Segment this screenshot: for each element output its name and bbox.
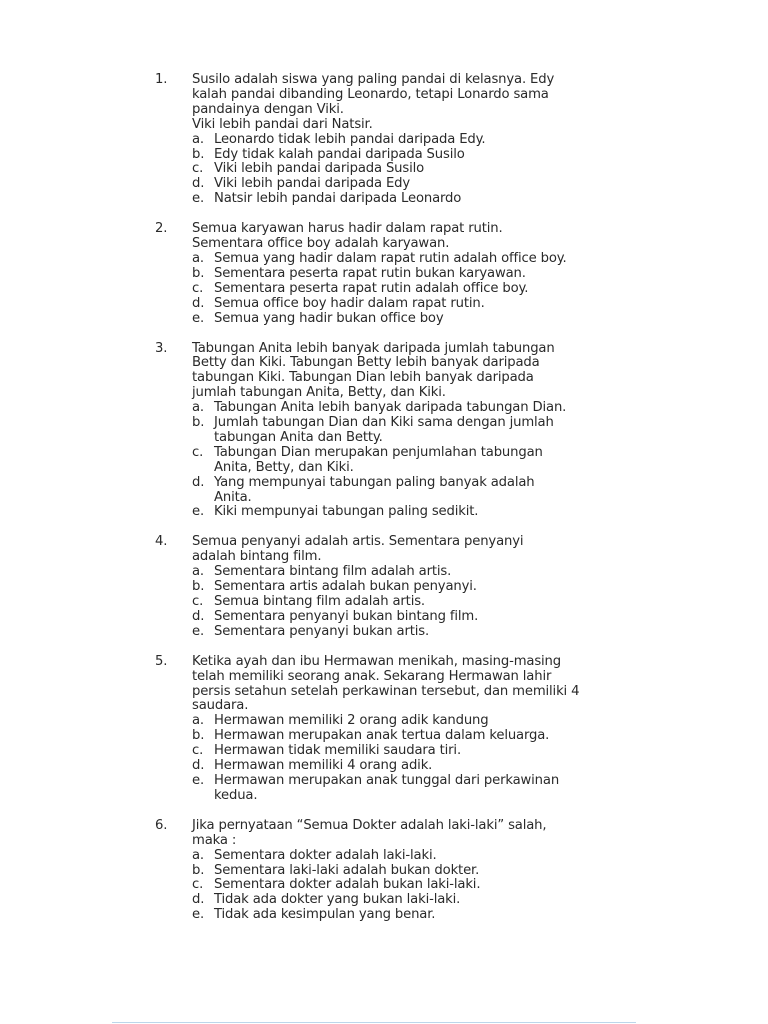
option-text-line: Jumlah tabungan Dian dan Kiki sama dengan jumlah xyxy=(214,415,554,431)
option-letter: c. xyxy=(192,877,204,893)
answer-option xyxy=(192,401,655,416)
option-letter: a. xyxy=(192,847,204,863)
option-text-line: Hermawan tidak memiliki saudara tiri. xyxy=(214,743,461,759)
option-letter: d. xyxy=(192,608,205,624)
answer-option xyxy=(192,252,655,267)
question-stem-line: Semua karyawan harus hadir dalam rapat rutin. xyxy=(192,221,503,237)
option-letter: d. xyxy=(192,295,205,311)
answer-option xyxy=(192,878,655,893)
option-text-line: Semua office boy hadir dalam rapat rutin. xyxy=(214,295,485,311)
option-text-line: Semua yang hadir bukan office boy xyxy=(214,310,444,326)
option-letter: e. xyxy=(192,504,205,520)
question-stem-line: maka : xyxy=(192,832,237,848)
option-text-line: Yang mempunyai tabungan paling banyak adalah xyxy=(214,474,535,490)
option-text xyxy=(214,446,655,476)
question-item xyxy=(155,535,655,639)
question-stem-line: jumlah tabungan Anita, Betty, dan Kiki. xyxy=(192,385,446,401)
option-text xyxy=(214,849,655,864)
option-letter: b. xyxy=(192,728,205,744)
answer-option xyxy=(192,849,655,864)
question-stem-line: Susilo adalah siswa yang paling pandai di kelasnya. Edy xyxy=(192,72,555,87)
option-text-line: Leonardo tidak lebih pandai daripada Edy. xyxy=(214,131,486,147)
question-number: 2. xyxy=(155,221,168,237)
question-stem-line: Betty dan Kiki. Tabungan Betty lebih banyak daripada xyxy=(192,355,540,371)
answer-option xyxy=(192,312,655,327)
option-text-line: Sementara laki-laki adalah bukan dokter. xyxy=(214,862,480,878)
option-text-line: Sementara dokter adalah laki-laki. xyxy=(214,847,437,863)
question-stem-line: kalah pandai dibanding Leonardo, tetapi Lonardo sama xyxy=(192,86,549,102)
option-text-line: kedua. xyxy=(214,787,258,803)
answer-option xyxy=(192,595,655,610)
answer-option xyxy=(192,729,655,744)
option-text-line: Semua yang hadir dalam rapat rutin adalah office boy. xyxy=(214,250,567,266)
option-text-line: Kiki mempunyai tabungan paling sedikit. xyxy=(214,504,479,520)
answer-option xyxy=(192,625,655,640)
answer-option xyxy=(192,133,655,148)
answer-option xyxy=(192,297,655,312)
option-text-line: Sementara penyanyi bukan artis. xyxy=(214,623,430,639)
option-text xyxy=(214,878,655,893)
option-letter: b. xyxy=(192,265,205,281)
option-letter: d. xyxy=(192,758,205,774)
option-letter: d. xyxy=(192,176,205,192)
question-stem-line: Tabungan Anita lebih banyak daripada jumlah tabungan xyxy=(192,340,555,356)
question-stem-line: Semua penyanyi adalah artis. Sementara penyanyi xyxy=(192,534,524,550)
option-text xyxy=(214,714,655,729)
option-text-line: Tidak ada kesimpulan yang benar. xyxy=(214,907,436,923)
question-stem-line: Ketika ayah dan ibu Hermawan menikah, masing-masing xyxy=(192,653,561,669)
option-letter: c. xyxy=(192,743,204,759)
option-text-line: Tabungan Dian merupakan penjumlahan tabungan xyxy=(214,444,543,460)
option-text-line: Hermawan merupakan anak tunggal dari perkawinan xyxy=(214,772,560,788)
option-letter: b. xyxy=(192,579,205,595)
option-text-line: Viki lebih pandai daripada Susilo xyxy=(214,161,425,177)
answer-option xyxy=(192,714,655,729)
option-text xyxy=(214,282,655,297)
option-text xyxy=(214,312,655,327)
question-stem-line: Viki lebih pandai dari Natsir. xyxy=(192,116,373,132)
question-number: 6. xyxy=(155,817,168,833)
question-item xyxy=(155,222,655,326)
answer-option xyxy=(192,192,655,207)
option-text xyxy=(214,908,655,923)
question-body xyxy=(192,655,655,804)
answer-option xyxy=(192,446,655,476)
page-bottom-divider xyxy=(112,1022,636,1023)
option-letter: d. xyxy=(192,892,205,908)
question-number: 3. xyxy=(155,340,168,356)
option-letter: e. xyxy=(192,310,205,326)
answer-option xyxy=(192,759,655,774)
answer-option xyxy=(192,416,655,446)
answer-option xyxy=(192,177,655,192)
question-stem-line: adalah bintang film. xyxy=(192,549,322,565)
question-item xyxy=(155,655,655,804)
option-text xyxy=(214,148,655,163)
option-text xyxy=(214,133,655,148)
question-number: 1. xyxy=(155,72,168,87)
option-letter: d. xyxy=(192,474,205,490)
option-text-line: tabungan Anita dan Betty. xyxy=(214,429,383,445)
option-text xyxy=(214,774,655,804)
option-text xyxy=(214,565,655,580)
option-text-line: Semua bintang film adalah artis. xyxy=(214,594,425,609)
option-text-line: Tidak ada dokter yang bukan laki-laki. xyxy=(214,892,461,908)
option-text xyxy=(214,476,655,506)
option-text xyxy=(214,625,655,640)
option-text-line: Tabungan Anita lebih banyak daripada tabungan Dian. xyxy=(214,400,567,416)
option-text-line: Sementara peserta rapat rutin adalah office boy. xyxy=(214,280,529,296)
option-text-line: Viki lebih pandai daripada Edy xyxy=(214,176,411,192)
answer-option xyxy=(192,476,655,506)
option-text-line: Natsir lebih pandai daripada Leonardo xyxy=(214,191,462,207)
option-text-line: Hermawan merupakan anak tertua dalam keluarga. xyxy=(214,728,550,744)
option-letter: c. xyxy=(192,594,204,609)
option-letter: b. xyxy=(192,862,205,878)
option-text xyxy=(214,759,655,774)
option-letter: b. xyxy=(192,146,205,162)
option-text xyxy=(214,729,655,744)
option-letter: b. xyxy=(192,415,205,431)
question-stem-line: Sementara office boy adalah karyawan. xyxy=(192,236,450,252)
question-stem-line: saudara. xyxy=(192,698,249,714)
answer-option xyxy=(192,864,655,879)
option-letter: e. xyxy=(192,907,205,923)
option-letter: e. xyxy=(192,772,205,788)
option-text-line: Sementara penyanyi bukan bintang film. xyxy=(214,608,479,624)
question-number: 5. xyxy=(155,653,168,669)
question-body xyxy=(192,535,655,639)
question-body xyxy=(192,819,655,923)
option-text xyxy=(214,893,655,908)
question-stem-line: tabungan Kiki. Tabungan Dian lebih banyak daripada xyxy=(192,370,534,386)
option-text xyxy=(214,744,655,759)
option-text xyxy=(214,401,655,416)
option-text xyxy=(214,267,655,282)
answer-option xyxy=(192,267,655,282)
option-text-line: Hermawan memiliki 2 orang adik kandung xyxy=(214,713,489,729)
answer-option xyxy=(192,893,655,908)
answer-option xyxy=(192,565,655,580)
option-text-line: Sementara bintang film adalah artis. xyxy=(214,564,452,580)
option-text-line: Edy tidak kalah pandai daripada Susilo xyxy=(214,146,465,162)
option-text xyxy=(214,580,655,595)
answer-option xyxy=(192,610,655,625)
option-text xyxy=(214,252,655,267)
question-body xyxy=(192,73,655,207)
answer-option xyxy=(192,580,655,595)
option-letter: a. xyxy=(192,131,204,147)
answer-option xyxy=(192,908,655,923)
answer-option xyxy=(192,774,655,804)
option-text xyxy=(214,177,655,192)
answer-option xyxy=(192,162,655,177)
option-text-line: Sementara dokter adalah bukan laki-laki. xyxy=(214,877,481,893)
option-text xyxy=(214,505,655,520)
answer-option xyxy=(192,744,655,759)
option-text xyxy=(214,162,655,177)
option-text-line: Hermawan memiliki 4 orang adik. xyxy=(214,758,433,774)
option-letter: e. xyxy=(192,191,205,207)
option-text xyxy=(214,297,655,312)
option-letter: c. xyxy=(192,444,204,460)
question-stem-line: pandainya dengan Viki. xyxy=(192,101,344,117)
option-text-line: Anita, Betty, dan Kiki. xyxy=(214,459,354,475)
option-letter: e. xyxy=(192,623,205,639)
question-stem-line: persis setahun setelah perkawinan tersebut, dan memiliki 4 xyxy=(192,683,580,699)
option-text xyxy=(214,864,655,879)
option-text xyxy=(214,192,655,207)
question-item xyxy=(155,342,655,521)
question-stem-line: Jika pernyataan “Semua Dokter adalah laki-laki” salah, xyxy=(192,817,547,833)
option-text xyxy=(214,610,655,625)
question-item xyxy=(155,73,655,207)
option-letter: a. xyxy=(192,400,204,416)
answer-option xyxy=(192,148,655,163)
option-letter: a. xyxy=(192,713,204,729)
question-stem-line: telah memiliki seorang anak. Sekarang Hermawan lahir xyxy=(192,668,552,684)
option-text-line: Sementara artis adalah bukan penyanyi. xyxy=(214,579,477,595)
option-text-line: Sementara peserta rapat rutin bukan karyawan. xyxy=(214,265,526,281)
option-letter: c. xyxy=(192,280,204,296)
answer-option xyxy=(192,282,655,297)
question-body xyxy=(192,222,655,326)
option-text xyxy=(214,595,655,610)
question-body xyxy=(192,342,655,521)
question-item xyxy=(155,819,655,923)
option-letter: c. xyxy=(192,161,204,177)
question-number: 4. xyxy=(155,534,168,550)
answer-option xyxy=(192,505,655,520)
question-list xyxy=(155,73,655,938)
option-text-line: Anita. xyxy=(214,489,252,505)
option-letter: a. xyxy=(192,250,204,266)
option-text xyxy=(214,416,655,446)
option-letter: a. xyxy=(192,564,204,580)
